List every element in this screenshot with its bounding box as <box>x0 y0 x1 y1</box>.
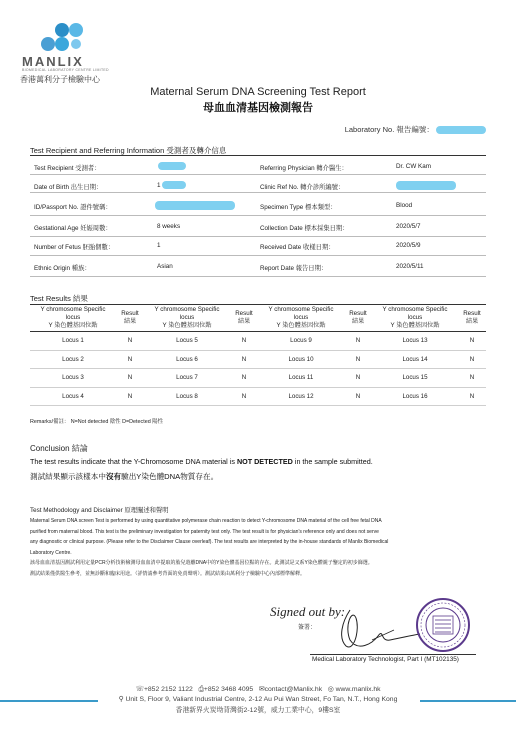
result-cell: N <box>230 387 258 406</box>
table-row <box>30 387 486 406</box>
conclusion-text-zh: 測試結果顯示該樣本中沒有驗出Y染色體DNA物質存在。 <box>30 472 219 481</box>
locus-cell: Locus 16 <box>372 387 458 406</box>
signed-out-label: Signed out by: <box>270 604 346 619</box>
result-cell: N <box>458 350 486 369</box>
footer-tel: +852 2152 1122 <box>143 686 193 693</box>
locus-column-header: Y chromosome Specific locus Y 染色體基因位點 <box>30 305 116 332</box>
report-date-label: Report Date 報告日期： <box>260 265 328 272</box>
received-date-value: 2020/5/9 <box>396 242 421 249</box>
locus-column-header: Y chromosome Specific locus Y 染色體基因位點 <box>258 305 344 332</box>
brand-subtitle: BIOMEDICAL LABORATORY CENTRE LIMITED <box>22 68 109 72</box>
result-cell: N <box>458 369 486 388</box>
redacted-value <box>396 181 456 190</box>
specimen-type-label: Specimen Type 標本類型： <box>260 204 337 211</box>
specimen-type-value: Blood <box>396 202 413 209</box>
footer-contacts <box>0 685 516 694</box>
locus-cell: Locus 8 <box>144 387 230 406</box>
conclusion-text-en: The test results indicate that the Y-Chromosome DNA material is NOT DETECTED in the sample submitted. <box>30 457 373 466</box>
result-cell: N <box>116 369 144 388</box>
report-title-en: Maternal Serum DNA Screening Test Report <box>150 86 366 98</box>
locus-cell: Locus 11 <box>258 369 344 388</box>
clinic-ref-label: Clinic Ref No. 轉介診所編號： <box>260 184 345 191</box>
result-cell: N <box>116 350 144 369</box>
date-of-birth-value: 1 <box>157 182 161 189</box>
locus-column-header: Y chromosome Specific locus Y 染色體基因位點 <box>144 305 230 332</box>
result-cell: N <box>230 350 258 369</box>
locus-cell: Locus 6 <box>144 350 230 369</box>
recipient-name-label: Test Recipient 受測者： <box>34 165 101 172</box>
collection-date-value: 2020/5/7 <box>396 223 421 230</box>
result-column-header: Result 結果 <box>230 305 258 332</box>
footer-fax: +852 3468 4095 <box>203 686 254 693</box>
result-cell: N <box>344 350 372 369</box>
referring-physician-value: Dr. CW Kam <box>396 163 431 170</box>
locus-cell: Locus 10 <box>258 350 344 369</box>
received-date-label: Received Date 收樣日期： <box>260 244 335 251</box>
locus-cell: Locus 1 <box>30 332 116 351</box>
signer-role: Medical Laboratory Technologist, Part I (MT102135) <box>312 656 459 663</box>
redacted-value <box>162 181 186 189</box>
result-cell: N <box>458 332 486 351</box>
number-of-fetus-label: Number of Fetus 胚胎個數： <box>34 244 115 251</box>
company-stamp <box>415 597 471 653</box>
ethnic-origin-value: Asian <box>157 263 173 270</box>
collection-date-label: Collection Date 標本採集日期： <box>260 225 349 232</box>
results-header-row <box>30 305 486 332</box>
laboratory-number-label: Laboratory No. 報告編號： <box>344 125 434 134</box>
date-of-birth-label: Date of Birth 出生日期： <box>34 184 103 191</box>
number-of-fetus-value: 1 <box>157 242 161 249</box>
recipient-heading: Test Recipient and Referring Information 受測者及轉介信息 <box>30 146 227 155</box>
locus-cell: Locus 13 <box>372 332 458 351</box>
signature-image <box>320 600 430 652</box>
locus-cell: Locus 5 <box>144 332 230 351</box>
results-table <box>30 304 486 406</box>
result-cell: N <box>458 387 486 406</box>
id-passport-label: ID/Passport No. 證件號碼： <box>34 204 112 211</box>
locus-cell: Locus 3 <box>30 369 116 388</box>
phone-icon: ☏ <box>135 686 144 693</box>
locus-cell: Locus 4 <box>30 387 116 406</box>
redacted-value <box>158 162 186 170</box>
brand-name: MANLIX <box>22 54 84 69</box>
table-row <box>30 332 486 351</box>
result-cell: N <box>344 332 372 351</box>
footer-address-zh: 香港新界火炭坳背灣街2-12號，威力工業中心，9樓S室 <box>175 707 341 714</box>
report-title-zh: 母血血清基因檢測報告 <box>203 102 313 114</box>
redacted-value <box>436 126 486 134</box>
divider <box>30 155 486 156</box>
result-column-header: Result 結果 <box>116 305 144 332</box>
footer-email[interactable]: contact@Manlix.hk <box>264 686 323 693</box>
result-column-header: Result 結果 <box>344 305 372 332</box>
result-cell: N <box>230 369 258 388</box>
gestational-age-value: 8 weeks <box>157 223 181 230</box>
manlix-logo-icon <box>40 18 86 52</box>
laboratory-number <box>345 124 486 135</box>
locus-cell: Locus 9 <box>258 332 344 351</box>
report-date-value: 2020/5/11 <box>396 263 424 270</box>
locus-cell: Locus 15 <box>372 369 458 388</box>
brand-name-zh: 香港萬利分子檢驗中心 <box>20 75 100 84</box>
result-cell: N <box>230 332 258 351</box>
results-remarks: Remarks/備註： N=Not detected 陰性 D=Detected 陽性 <box>30 419 164 425</box>
footer-web[interactable]: www.manlix.hk <box>335 686 381 693</box>
fax-icon: ⎙ <box>198 686 204 693</box>
locus-cell: Locus 2 <box>30 350 116 369</box>
mail-icon: ✉ <box>258 686 265 693</box>
signed-zh-label: 簽署： <box>298 625 317 631</box>
signature-line <box>310 654 476 655</box>
result-cell: N <box>344 369 372 388</box>
table-row <box>30 350 486 369</box>
ethnic-origin-label: Ethnic Origin 種族： <box>34 265 91 272</box>
footer-address-en: ⚲ Unit S, Floor 9, Valiant Industrial Centre, 2-12 Au Pui Wan Street, Fo Tan, N.T., Hong Kong <box>118 696 398 703</box>
methodology-heading: Test Methodology and Disclaimer 原理闡述和聲明 <box>30 507 169 514</box>
methodology-text: Maternal Serum DNA screen Test is performed by using quantitative polymerase chain reaction to detect Y-chromosome DNA material of the cell free fetal DNA purified from maternal blood. This test is the preliminary investigation for paternity test only. The test result is for physician's reference only and does not serve any diagnostic or clinical purpose. (Please refer to the Disclaimer Clause overleaf). The test results are interpreted by the in-house standards of Manlix Biomedical Laboratory Centre. 該母血血清基因測試利用定量PCR分析技術檢測母血血清中提取的胎兒遊離DNA中的Y染色體基因位點的存在。此測試是父系Y染色體親子鑒定的初步篩選。 測試結果僅供醫生參考，並無診斷和臨床用途。（詳情請參考背面的免責聲明）。測試結果由萬利分子檢驗中心內部標準解釋。 <box>30 518 389 577</box>
location-pin-icon: ⚲ <box>118 696 124 703</box>
locus-cell: Locus 14 <box>372 350 458 369</box>
result-cell: N <box>116 332 144 351</box>
results-heading: Test Results 結果 <box>30 294 88 303</box>
locus-column-header: Y chromosome Specific locus Y 染色體基因位點 <box>372 305 458 332</box>
globe-icon: ◎ <box>327 686 334 693</box>
result-cell: N <box>116 387 144 406</box>
gestational-age-label: Gestational Age 妊娠周數： <box>34 225 112 232</box>
redacted-value <box>155 201 235 210</box>
locus-cell: Locus 7 <box>144 369 230 388</box>
result-cell: N <box>344 387 372 406</box>
referring-physician-label: Referring Physician 轉介醫生： <box>260 165 348 172</box>
locus-cell: Locus 12 <box>258 387 344 406</box>
table-row <box>30 369 486 388</box>
result-column-header: Result 結果 <box>458 305 486 332</box>
conclusion-heading: Conclusion 結論 <box>30 444 88 453</box>
